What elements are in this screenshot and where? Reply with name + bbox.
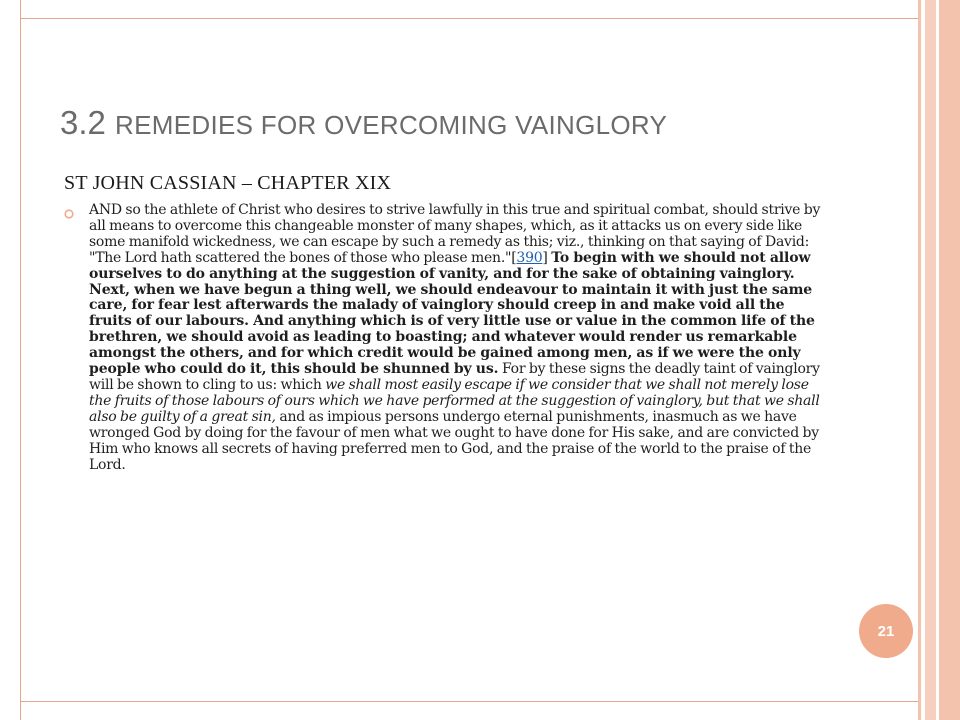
body-after-footnote: ] <box>542 249 552 266</box>
slide-title <box>60 104 667 142</box>
slide-title-text: REMEDIES FOR OVERCOMING VAINGLORY <box>115 110 668 140</box>
footnote-link[interactable]: 390 <box>516 249 543 266</box>
slide-subtitle: ST JOHN CASSIAN – CHAPTER XIX <box>64 172 392 194</box>
page-number-badge: 21 <box>859 604 913 658</box>
body-italic-text: we shall most easily escape if we consider that we shall not merely lose the fruits of those labours of ours which we have performed at the suggestion of vainglory, but that we shall also be guilty of a great sin, <box>89 376 820 425</box>
frame-left-border <box>0 0 21 720</box>
body-intro: AND so the athlete of Christ who desires to strive lawfully in this true and spiritual combat, should strive by all means to overcome this changeable monster of many shapes, which, as it attacks us on every side like some manifold wickedness, we can escape by such a remedy as this; viz., thinking on that saying of David: "The Lord hath scattered the bones of those who please men."[ <box>89 202 821 266</box>
body-bold-text: To begin with we should not allow ourselves to do anything at the suggestion of vanity, and for the sake of obtaining vainglory. Next, when we have begun a thing well, we should endeavour to maintain it with just the same care, for fear lest afterwards the malady of vainglory should creep in and make void all the fruits of our labours. And anything which is of very little use or value in the common life of the brethren, we should avoid as leading to boasting; and whatever would render us remarkable amongst the others, and for which credit would be gained among men, as if we were the only people who could do it, this should be shunned by us. <box>89 249 815 378</box>
frame-bottom-border <box>20 701 960 720</box>
slide-title-number: 3.2 <box>60 104 106 141</box>
frame-top-border <box>20 0 960 19</box>
right-decorative-bar <box>918 0 960 720</box>
body-paragraph <box>89 203 827 473</box>
bullet-icon <box>64 209 74 219</box>
body-ending-text: and as impious persons undergo eternal punishments, inasmuch as we have wronged God by doing for the favour of men what we ought to have done for His sake, and are convicted by Him who knows all secrets of having preferred men to God, and the praise of the world to the praise of the Lord. <box>89 408 819 473</box>
body-middle-text: For by these signs the deadly taint of vainglory will be shown to cling to us: which <box>89 361 820 393</box>
